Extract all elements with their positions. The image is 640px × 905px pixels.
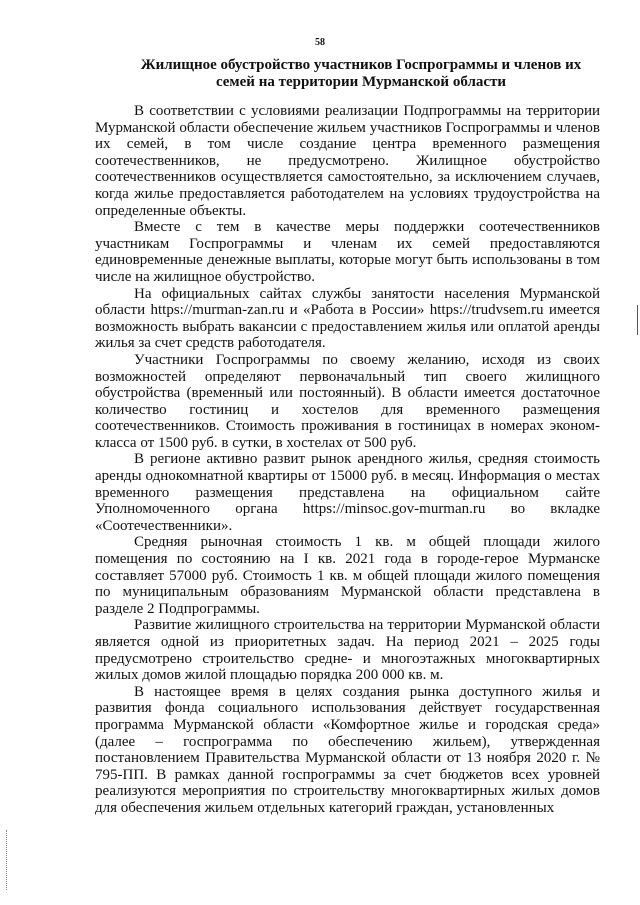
paragraph-hotels-hostels: Участники Госпрограммы по своему желанию, исходя из своих возможностей определяют первоначальный тип своего жилищного обустройства (временный или постоянный). В области имеется достаточное количество гостиниц и хостелов для временного размещения соотечественников. Стоимость проживания в гостиницах в номерах экономкласса от 1500 руб. в сутки, в хостелах от 500 руб. <box>95 351 600 451</box>
margin-mark <box>637 305 638 335</box>
body-text <box>95 103 600 817</box>
paragraph-housing-conditions: В соответствии с условиями реализации Подпрограммы на территории Мурманской области обеспечение жильем участников Госпрограммы и членов их семей, в том числе создание центра временного размещения соотечественников, не предусмотрено. Жилищное обустройство соотечественников осуществляется самостоятельно, за исключением случаев, когда жилье предоставляется работодателем на условиях трудоустройства на определенные объекты. <box>95 103 600 219</box>
page-number: 58 <box>315 37 325 48</box>
edge-dots <box>6 830 10 890</box>
paragraph-support-measures: Вместе с тем в качестве меры поддержки соотечественников участникам Госпрограммы и членам их семей предоставляются единовременные денежные выплаты, которые могут быть использованы в том числе на жилищное обустройство. <box>95 219 600 285</box>
paragraph-employment-websites: На официальных сайтах службы занятости населения Мурманской области https://murman-zan.ru и «Работа в России» https://trudvsem.ru имеется возможность выбрать вакансии с предоставлением жилья или оплатой аренды жилья за счет средств работодателя. <box>95 285 600 352</box>
paragraph-state-program: В настоящее время в целях создания рынка доступного жилья и развития фонда социального использования действует государственная программа Мурманской области «Комфортное жилье и городская среда» (далее – госпрограмма по обеспечению жильем), утвержденная постановлением Правительства Мурманской области от 13 ноября 2020 г. № 795-ПП. В рамках данной госпрограммы за счет бюджетов всех уровней реализуются мероприятия по строительству многоквартирных жилых домов для обеспечения жильем отдельных категорий граждан, установленных <box>95 683 600 816</box>
paragraph-housing-construction: Развитие жилищного строительства на территории Мурманской области является одной из приоритетных задач. На период 2021 – 2025 годы предусмотрено строительство средне- и многоэтажных многоквартирных жилых домов жилой площадью порядка 200 000 кв. м. <box>95 617 600 684</box>
section-title: Жилищное обустройство участников Госпрограммы и членов их семей на территории Мурманской области <box>140 57 582 90</box>
paragraph-market-price: Средняя рыночная стоимость 1 кв. м общей площади жилого помещения по состоянию на I кв. 2021 года в городе-герое Мурманске составляет 57000 руб. Стоимость 1 кв. м общей площади жилого помещения по муниципальным образованиям Мурманской области представлена в разделе 2 Подпрограммы. <box>95 534 600 617</box>
paragraph-rental-market: В регионе активно развит рынок арендного жилья, средняя стоимость аренды однокомнатной квартиры от 15000 руб. в месяц. Информация о местах временного размещения представлена на официальном сайте Уполномоченного органа https://minsoc.gov-murman.ru во вкладке «Соотечественники». <box>95 451 600 534</box>
